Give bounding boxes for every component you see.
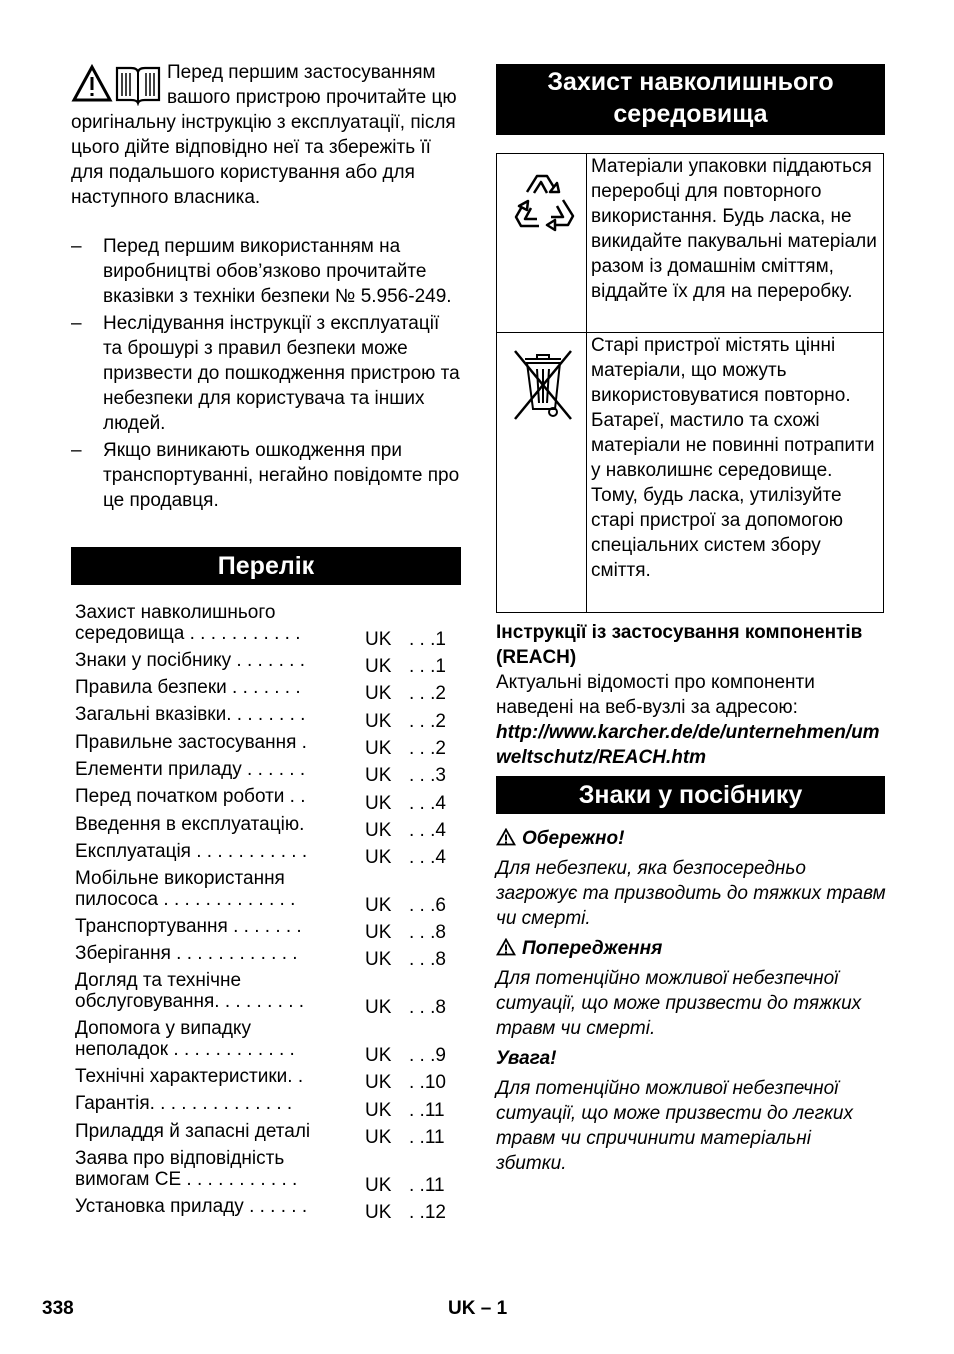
recycle-text: Матеріали упаковки піддаються переробці для повторного використання. Будь ласка, не викидайте пакувальні матеріали разом із домашнім сміттям, віддайте їх для на переробку. (587, 154, 884, 333)
toc-entry[interactable]: Перед початком роботи . . UK . . .4 (75, 786, 446, 814)
warning-label: Попередження (496, 936, 886, 961)
caution-label: Увага! (496, 1048, 557, 1069)
toc-entry[interactable]: Догляд та технічне обслуговування. . . . . . . . . UK . . .8 (75, 970, 446, 1018)
toc-entry[interactable]: Зберігання . . . . . . . . . . . . UK . . .8 (75, 943, 446, 970)
disposal-icon-cell (497, 333, 587, 613)
reach-title: Інструкції із застосування компонентів (REACH) (496, 622, 863, 668)
bullet-text: Якщо виникають ошкодження при транспортуванні, негайно повідомте про це продавця. (103, 440, 460, 511)
toc-entry[interactable]: Загальні вказівки. . . . . . . . UK . . .2 (75, 704, 446, 732)
table-row (497, 154, 884, 333)
toc-entry[interactable]: Елементи приладу . . . . . . UK . . .3 (75, 759, 446, 786)
page-number: 338 (42, 1298, 74, 1319)
symbols-section (496, 826, 886, 1176)
bullet-dash: – (71, 313, 82, 334)
warning-text: Для потенційно можливої небезпечної ситуації, що може призвести до тяжких травм чи смерті. (496, 968, 862, 1039)
bullet-item (71, 234, 461, 309)
toc-entry[interactable]: Установка приладу . . . . . . UK . .12 (75, 1196, 446, 1223)
toc-entry[interactable]: Експлуатація . . . . . . . . . . . UK . . .4 (75, 841, 446, 868)
bullet-text: Неслідування інструкції з експлуатації та брошурі з правил безпеки може призвести до пошкодження пристрою та небезпеки для користувача та інших людей. (103, 313, 460, 434)
intro-bullets (71, 234, 461, 515)
reach-section (496, 620, 888, 770)
recycle-icon-cell (497, 154, 587, 333)
reach-link[interactable]: http://www.karcher.de/de/unternehmen/umweltschutz/REACH.htm (496, 722, 880, 768)
toc-entry[interactable]: Мобільне використання пилососа . . . . . . . . . . . . . UK . . .6 (75, 868, 446, 916)
crossed-bin-icon (497, 333, 586, 433)
toc-entry[interactable]: Приладдя й запасні деталі UK . .11 (75, 1121, 445, 1148)
toc-entry[interactable]: Захист навколишнього середовища . . . . . . . . . . . UK . . .1 (75, 602, 446, 650)
recycle-icon (497, 154, 586, 254)
toc-entry[interactable]: Знаки у посібнику . . . . . . . UK . . .1 (75, 650, 446, 677)
reach-text: Актуальні відомості про компоненти наведені на веб-вузлі за адресою: (496, 672, 815, 718)
disposal-text: Старі пристрої містять цінні матеріали, що можуть використовуватися повторно. Батареї, мастило та схожі матеріали не повинні потрапити у навколишнє середовище. Тому, будь ласка, утилізуйте старі пристрої за допомогою спеціальних систем збору сміття. (587, 333, 884, 613)
danger-label: Обережно! (496, 826, 886, 851)
intro-block (71, 60, 461, 210)
toc-entry[interactable]: Правила безпеки . . . . . . . UK . . .2 (75, 677, 446, 704)
toc-entry[interactable]: Введення в експлуатацію. UK . . .4 (75, 814, 446, 841)
table-row (497, 333, 884, 613)
environment-table (496, 153, 884, 613)
toc-entry[interactable]: Технічні характеристики. . UK . .10 (75, 1066, 446, 1093)
toc-entry[interactable]: Допомога у випадку неполадок . . . . . . . . . . . . UK . . .9 (75, 1018, 446, 1066)
bullet-item (71, 311, 461, 436)
toc-heading: Перелік (71, 547, 461, 585)
caution-text: Для потенційно можливої небезпечної ситуації, що може призвести до легких травм чи спричинити матеріальні збитки. (496, 1078, 854, 1174)
warning-manual-icon (71, 60, 163, 106)
toc-entry[interactable]: Транспортування . . . . . . . UK . . .8 (75, 916, 446, 943)
symbols-heading: Знаки у посібнику (496, 776, 885, 814)
warning-triangle-icon (496, 938, 516, 956)
page-section-label: UK – 1 (448, 1298, 508, 1319)
toc-entry[interactable]: Правильне застосування . UK . . .2 (75, 732, 446, 759)
toc-entry[interactable]: Заява про відповідність вимогам CE . . . . . . . . . . . UK . .11 (75, 1148, 445, 1196)
danger-text: Для небезпеки, яка безпосередньо загрожує та призводить до тяжких травм чи смерті. (496, 858, 886, 929)
table-of-contents (75, 602, 461, 1223)
warning-triangle-icon (496, 828, 516, 846)
bullet-text: Перед першим використанням на виробництві обов’язково прочитайте вказівки з техніки безпеки № 5.956-249. (103, 236, 452, 307)
bullet-item (71, 438, 461, 513)
bullet-dash: – (71, 440, 82, 461)
environment-heading: Захист навколишнього середовища (496, 64, 885, 135)
toc-entry[interactable]: Гарантія. . . . . . . . . . . . . . UK . .11 (75, 1093, 445, 1121)
intro-text: Перед першим застосуванням вашого пристрою прочитайте цю оригінальну інструкцію з експлуатації, після цього дійте відповідно неї та збережіть її для подальшого користування або для наступного власника. (71, 62, 457, 208)
bullet-dash: – (71, 236, 82, 257)
